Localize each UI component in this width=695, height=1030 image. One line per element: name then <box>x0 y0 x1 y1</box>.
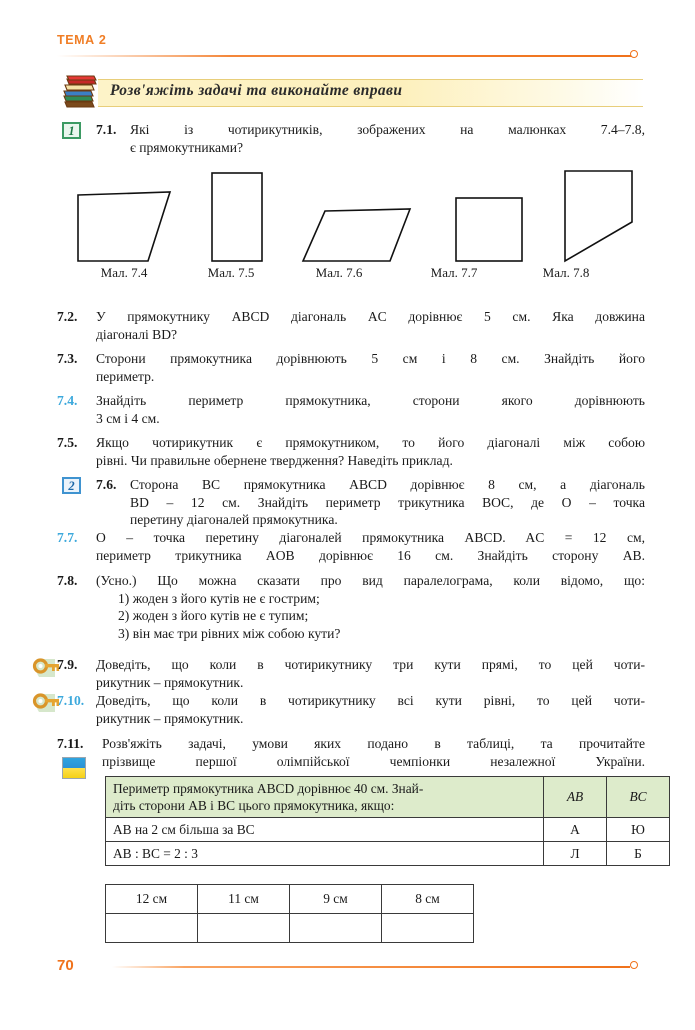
answer-blank-cell[interactable] <box>198 914 290 943</box>
table-row <box>106 842 670 866</box>
exercise-number-7-9: 7.9. <box>57 657 78 672</box>
table-header-description: Периметр прямокутника ABCD дорівнює 40 см. Знай- діть сторони AB і BC цього прямокутника, якщо: <box>106 777 544 818</box>
exercise-number-7-7: 7.7. <box>57 530 78 545</box>
figure-caption-7-5: Мал. 7.5 <box>207 265 255 280</box>
answer-blank-cell[interactable] <box>382 914 474 943</box>
table-header-ab: AB <box>544 777 607 818</box>
table-cell-description: AB на 2 см більша за BC <box>106 818 544 842</box>
table-cell-ab: Л <box>544 842 607 866</box>
exercise-number-7-3: 7.3. <box>57 351 78 366</box>
shape-right-trapezoid <box>565 171 632 261</box>
answer-value-cell: 11 см <box>198 885 290 914</box>
exercise-number-7-10: 7.10. <box>57 693 85 708</box>
exercise-number-7-4: 7.4. <box>57 393 78 408</box>
table-cell-bc: Ю <box>607 818 670 842</box>
answer-key-table <box>105 884 474 943</box>
figure-caption-7-4: Мал. 7.4 <box>100 265 148 280</box>
table-row <box>106 818 670 842</box>
answer-values-row <box>106 885 474 914</box>
header-end-circle-icon <box>630 50 638 58</box>
sub-item-3: 3) він має три рівних між собою кути? <box>118 625 341 641</box>
shape-trapezoid <box>78 192 170 261</box>
exercise-text-7-5: Якщо чотирикутник є прямокутником, то його діагоналі між собою рівні. Чи правильне обернене твердження? Наведіть приклад. <box>96 435 645 468</box>
answer-blank-row <box>106 914 474 943</box>
exercise-text-7-9: Доведіть, що коли в чотирикутнику три кути прямі, то цей чоти- рикутник – прямокутник. <box>96 657 645 690</box>
page-number: 70 <box>57 957 74 974</box>
exercise-number-7-8: 7.8. <box>57 573 78 588</box>
exercise-text-7-10: Доведіть, що коли в чотирикутнику всі кути рівні, то цей чоти- рикутник – прямокутник. <box>96 693 645 726</box>
figure-caption-7-7: Мал. 7.7 <box>430 265 478 280</box>
banner-title: Розв'яжіть задачі та виконайте вправи <box>110 82 403 99</box>
exercise-text-7-7: O – точка перетину діагоналей прямокутника ABCD. AC = 12 см, периметр трикутника AOB дорівнює 16 см. Знайдіть сторону AB. <box>96 530 645 563</box>
table-cell-bc: Б <box>607 842 670 866</box>
exercise-number-7-2: 7.2. <box>57 309 78 324</box>
ukraine-flag-icon <box>62 757 86 779</box>
books-icon <box>58 72 102 112</box>
footer-end-circle-icon <box>630 961 638 969</box>
table-cell-ab: А <box>544 818 607 842</box>
shape-rectangle-wide <box>456 198 522 261</box>
exercise-number-7-1: 7.1. <box>96 122 117 137</box>
answer-value-cell: 12 см <box>106 885 198 914</box>
flag-blue-stripe <box>63 758 85 768</box>
table-header-row <box>106 777 670 818</box>
sub-item-1: 1) жоден з його кутів не є гострим; <box>118 590 320 606</box>
figure-caption-7-6: Мал. 7.6 <box>315 265 363 280</box>
figures-row <box>60 165 645 280</box>
exercise-text-7-1: Які із чотирикутників, зображених на малюнках 7.4–7.8, є прямокутниками? <box>130 122 645 155</box>
footer-divider-line <box>112 966 630 968</box>
shape-rectangle-tall <box>212 173 262 261</box>
figure-caption-7-8: Мал. 7.8 <box>542 265 590 280</box>
exercise-text-7-6: Сторона BC прямокутника ABCD дорівнює 8 см, а діагональ BD – 12 см. Знайдіть периметр трикутника BOC, де O – точка перетину діагоналей прямокутника. <box>130 477 645 528</box>
flag-yellow-stripe <box>63 768 85 778</box>
header-divider-line <box>57 55 633 57</box>
exercise-text-7-11: Розв'яжіть задачі, умови яких подано в таблиці, та прочитайте прізвище першої олімпійської чемпіонки незалежної України. <box>102 736 645 769</box>
table-cell-description: AB : BC = 2 : 3 <box>106 842 544 866</box>
exercise-text-7-3: Сторони прямокутника дорівнюють 5 см і 8 см. Знайдіть його периметр. <box>96 351 645 384</box>
sub-item-2: 2) жоден з його кутів не є тупим; <box>118 608 309 624</box>
exercise-number-7-6: 7.6. <box>96 477 117 492</box>
table-header-bc: BC <box>607 777 670 818</box>
shape-parallelogram <box>303 209 410 261</box>
answer-blank-cell[interactable] <box>290 914 382 943</box>
answer-value-cell: 8 см <box>382 885 474 914</box>
level-badge-2: 2 <box>62 477 81 494</box>
exercise-text-7-4: Знайдіть периметр прямокутника, сторони якого дорівнюють 3 см і 4 см. <box>96 393 645 426</box>
problem-conditions-table <box>105 776 670 866</box>
exercise-text-7-8: (Усно.) Що можна сказати про вид паралелограма, коли відомо, що: 1) жоден з його кутів не є гострим; 2) жоден з його кутів не є тупим; 3) він має три рівних між собою кути? <box>96 573 645 641</box>
theme-label: ТЕМА 2 <box>57 33 107 47</box>
level-badge-1: 1 <box>62 122 81 139</box>
answer-value-cell: 9 см <box>290 885 382 914</box>
exercise-number-7-11: 7.11. <box>57 736 84 751</box>
exercise-text-7-2: У прямокутнику ABCD діагональ AC дорівнює 5 см. Яка довжина діагоналі BD? <box>96 309 645 342</box>
figures-svg <box>60 165 645 275</box>
answer-blank-cell[interactable] <box>106 914 198 943</box>
exercise-number-7-5: 7.5. <box>57 435 78 450</box>
page-header <box>0 33 695 63</box>
